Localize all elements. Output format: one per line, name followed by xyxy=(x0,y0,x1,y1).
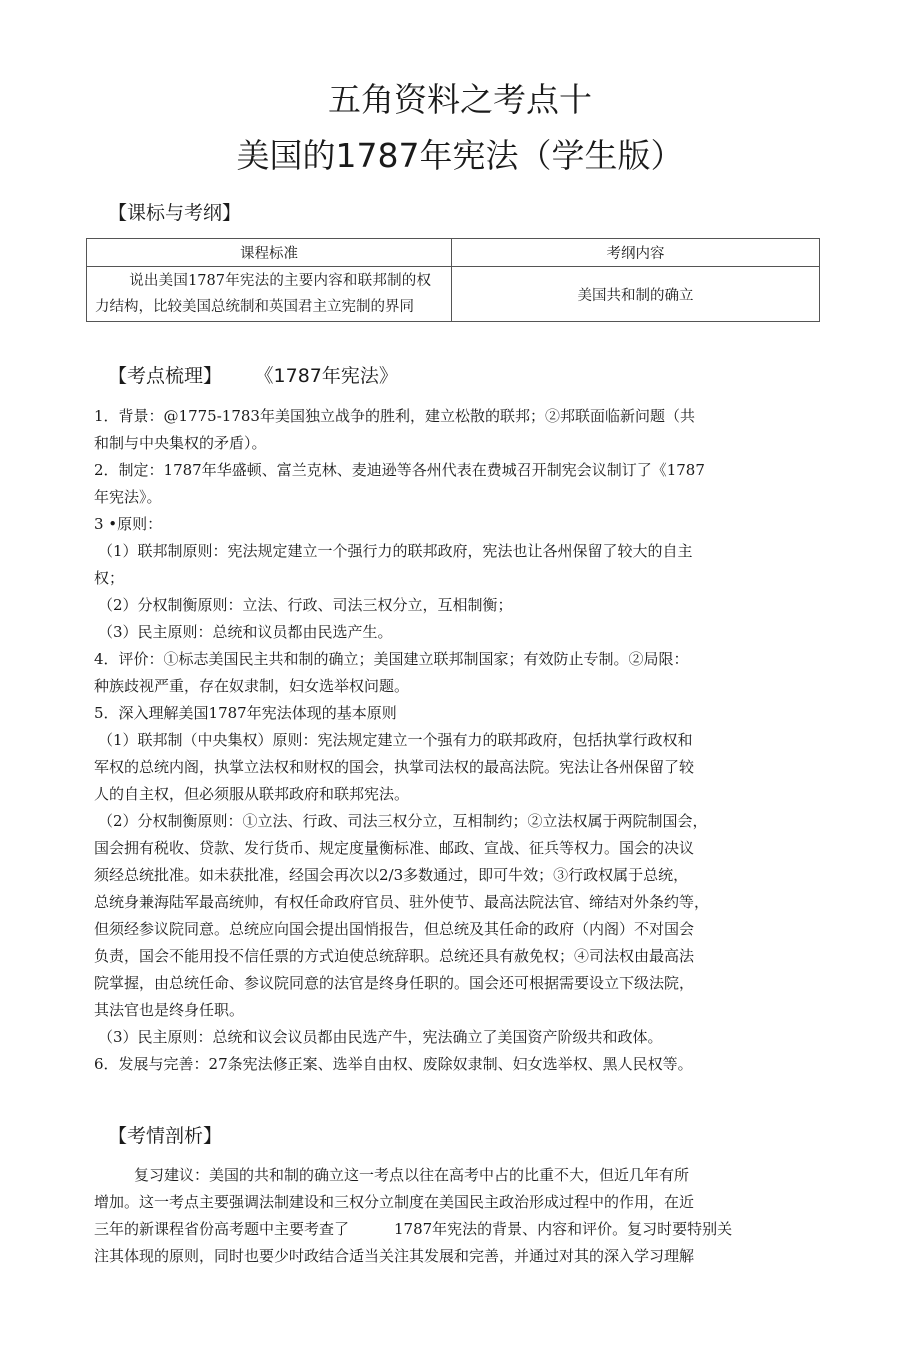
table-header-row xyxy=(87,239,820,267)
standard-line: 立宪制的界同 xyxy=(327,299,414,315)
section-topic: 《1787年宪法》 xyxy=(264,365,398,387)
point-line: 6．发展与完善：27条宪法修正案、选举自由权、废除奴隶制、妇女选举权、黑人民权等。 xyxy=(94,1055,693,1073)
point-line: （1）联邦制原则：宪法规定建立一个强行力的联邦政府，宪法也让各州保留了较大的自主 xyxy=(98,542,693,560)
point-line: 但须经参议院同意。总统应向国会提出国悄报告，但总统及其任命的政府（内阁）不对国会 xyxy=(94,920,695,938)
point-line: 国会拥有税收、贷款、发行货币、规定度量衡标准、邮政、宣战、征兵等权力。国会的决议 xyxy=(94,839,695,857)
document-title: 五角资料之考点十 xyxy=(328,80,592,119)
key-points-body xyxy=(94,403,794,1078)
review-line: 三年的新课程省份高考题中主要考查了 1787年宪法的背景、内容和评价。复习时要特别关 xyxy=(94,1220,733,1238)
section-heading-exam-analysis: 【考情剖析】 xyxy=(108,1125,223,1147)
review-paragraph xyxy=(94,1162,824,1270)
point-line: 4．评价：①标志美国民主共和制的确立；美国建立联邦制国家；有效防止专制。②局限： xyxy=(94,650,689,668)
point-line: （2）分权制衡原则：立法、行政、司法三权分立，互相制衡； xyxy=(98,596,513,614)
point-line: 5．深入理解美国1787年宪法体现的基本原则 xyxy=(94,704,397,722)
section-heading-curriculum: 【课标与考纲】 xyxy=(108,202,242,224)
point-line: 2．制定：1787年华盛顿、富兰克林、麦迪逊等各州代表在费城召开制宪会议制订了《1787 xyxy=(94,461,705,479)
table-header-standard: 课程标准 xyxy=(87,239,452,267)
standard-line: 说出美国1787年宪法的主要内容和联邦 xyxy=(129,273,388,289)
section-heading-key-points xyxy=(108,364,398,388)
point-line: 军权的总统内阁，执掌立法权和财权的国会，执掌司法权的最高法院。宪法让各州保留了较 xyxy=(94,758,695,776)
point-line: 其法官也是终身任职。 xyxy=(94,1001,245,1019)
point-line: 3 •原则： xyxy=(94,515,163,533)
document-subtitle: 美国的1787年宪法（学生版） xyxy=(236,136,684,175)
point-line: 权； xyxy=(94,569,125,587)
point-line: 总统身兼海陆军最高统帅，有权任命政府官员、驻外使节、最高法院法官、缔结对外条约等， xyxy=(94,893,710,911)
review-line: 增加。这一考点主要强调法制建设和三权分立制度在美国民主政治形成过程中的作用，在近 xyxy=(94,1193,695,1211)
point-line: 院掌握，由总统任命、参议院同意的法官是终身任职的。国会还可根据需要设立下级法院， xyxy=(94,974,695,992)
table-header-outline: 考纲内容 xyxy=(452,239,820,267)
point-line: 和制与中央集权的矛盾）。 xyxy=(94,434,267,452)
curriculum-table xyxy=(86,238,820,322)
review-line: 复习建议：美国的共和制的确立这一考点以往在高考中占的比重不大，但近几年有所 xyxy=(134,1166,690,1184)
table-row xyxy=(87,267,820,322)
review-line: 注其体现的原则，同时也要少吋政结合适当关注其发展和完善，并通过对其的深入学习理解 xyxy=(94,1247,695,1265)
point-line: 须经总统批准。如未获批准，经国会再次以2/3多数通过，即可牛效；③行政权属于总统， xyxy=(94,866,689,884)
point-line: 人的自主权，但必须服从联邦政府和联邦宪法。 xyxy=(94,785,410,803)
point-line: （3）民主原则：总统和议员都由民选产生。 xyxy=(98,623,393,641)
point-line: （1）联邦制（中央集权）原则：宪法规定建立一个强有力的联邦政府，包括执掌行政权和 xyxy=(98,731,693,749)
standard-cell xyxy=(87,267,452,322)
point-line: 负责，国会不能用投不信任票的方式迫使总统辞职。总统还具有赦免权；④司法权由最高法 xyxy=(94,947,695,965)
standard-line: 制的权力结构，比较美国总统制和英国君主 xyxy=(95,273,432,315)
point-line: （2）分权制衡原则：①立法、行政、司法三权分立，互相制约；②立法权属于两院制国会， xyxy=(98,812,708,830)
point-line: 1．背景：@1775-1783年美国独立战争的胜利，建立松散的联邦；②邦联面临新问题（共 xyxy=(94,407,695,425)
point-line: 种族歧视严重，存在奴隶制，妇女选举权问题。 xyxy=(94,677,410,695)
point-line: 年宪法》。 xyxy=(94,488,162,506)
outline-cell: 美国共和制的确立 xyxy=(452,267,820,322)
section-heading-label: 【考点梳理】 xyxy=(108,365,223,387)
point-line: （3）民主原则：总统和议会议员都由民选产牛，宪法确立了美国资产阶级共和政体。 xyxy=(98,1028,663,1046)
